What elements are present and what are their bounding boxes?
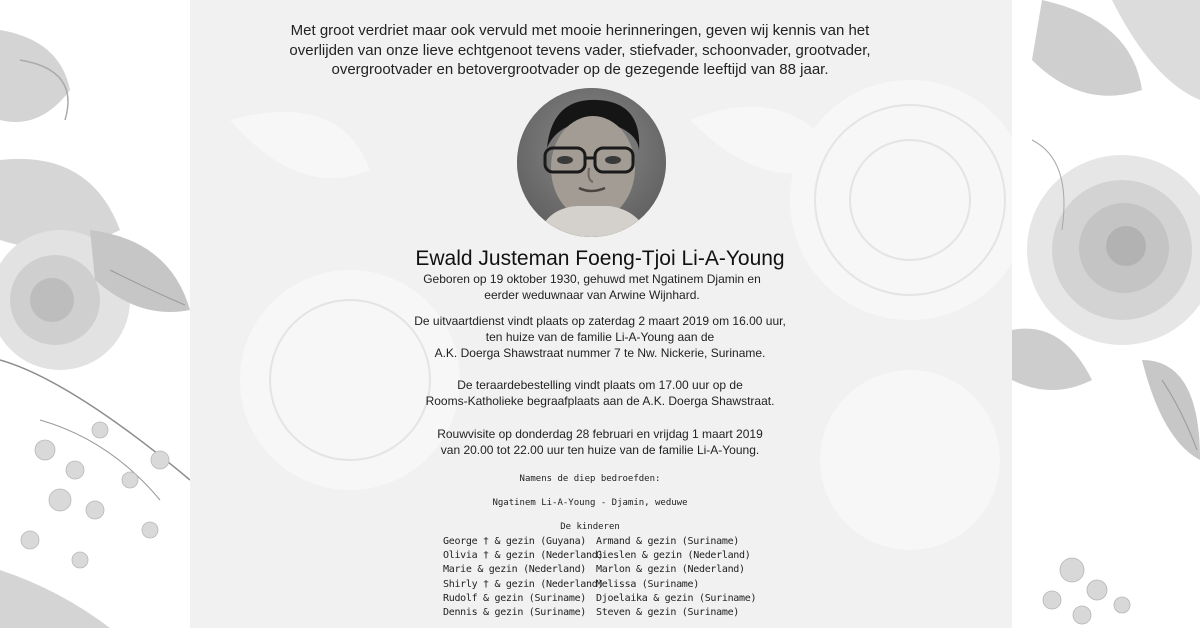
burial-line: Rooms-Katholieke begraafplaats aan de A.K. Doerga Shawstraat. — [425, 394, 775, 408]
on-behalf-heading: Namens de diep bedroefden: — [519, 474, 661, 484]
child-entry: George † & gezin (Guyana) — [443, 536, 587, 547]
intro-text — [285, 21, 875, 80]
visit-line: Rouwvisite op donderdag 28 februari en vrijdag 1 maart 2019 — [437, 427, 763, 441]
visit-line: van 20.00 tot 22.00 uur ten huize van de familie Li-A-Young. — [440, 443, 760, 457]
funeral-service-info — [380, 313, 820, 361]
children-column-left — [443, 535, 603, 620]
birth-marriage-info — [350, 271, 834, 303]
burial-line: De teraardebestelling vindt plaats om 17.00 uur op de — [457, 378, 743, 392]
child-entry: Olivia † & gezin (Nederland) — [443, 550, 604, 562]
child-entry: Marie & gezin (Nederland) — [443, 564, 587, 576]
children-column-right — [596, 535, 756, 620]
floral-decoration-left — [0, 0, 190, 628]
born-line: eerder weduwnaar van Arwine Wijnhard. — [484, 288, 700, 302]
child-entry: Shirly † & gezin (Nederland) — [443, 578, 604, 590]
floral-decoration-right — [1012, 0, 1200, 628]
intro-line: overlijden van onze lieve echtgenoot tevens vader, stiefvader, schoonvader, grootvader, — [289, 41, 871, 59]
service-line: De uitvaartdienst vindt plaats op zaterdag 2 maart 2019 om 16.00 uur, — [414, 314, 786, 328]
child-entry: Rudolf & gezin (Suriname) — [443, 592, 587, 604]
portrait-photo — [517, 88, 666, 237]
intro-line: overgrootvader en betovergrootvader op de gezegende leeftijd van 88 jaar. — [331, 61, 829, 78]
children-heading: De kinderen — [560, 522, 620, 532]
child-entry: Steven & gezin (Suriname) — [596, 607, 740, 619]
born-line: Geboren op 19 oktober 1930, gehuwd met Ngatinem Djamin en — [423, 272, 761, 286]
child-entry: Marlon & gezin (Nederland) — [596, 564, 745, 576]
child-entry: Dennis & gezin (Suriname) — [443, 607, 587, 619]
child-entry: Armand & gezin (Suriname) — [596, 536, 740, 547]
condolence-visit-info — [380, 426, 820, 458]
service-line: ten huize van de familie Li-A-Young aan de — [485, 330, 715, 344]
child-entry: Melissa (Suriname) — [596, 578, 699, 590]
child-entry: Gieslen & gezin (Nederland) — [596, 550, 751, 562]
intro-line: Met groot verdriet maar ook vervuld met mooie herinneringen, geven wij kennis van het — [290, 22, 870, 39]
burial-info — [380, 377, 820, 409]
deceased-name: Ewald Justeman Foeng-Tjoi Li-A-Young — [415, 247, 785, 270]
widow-line: Ngatinem Li-A-Young - Djamin, weduwe — [492, 498, 688, 508]
obituary-panel — [190, 0, 1012, 628]
child-entry: Djoelaika & gezin (Suriname) — [596, 592, 757, 604]
service-line: A.K. Doerga Shawstraat nummer 7 te Nw. Nickerie, Suriname. — [434, 346, 766, 360]
